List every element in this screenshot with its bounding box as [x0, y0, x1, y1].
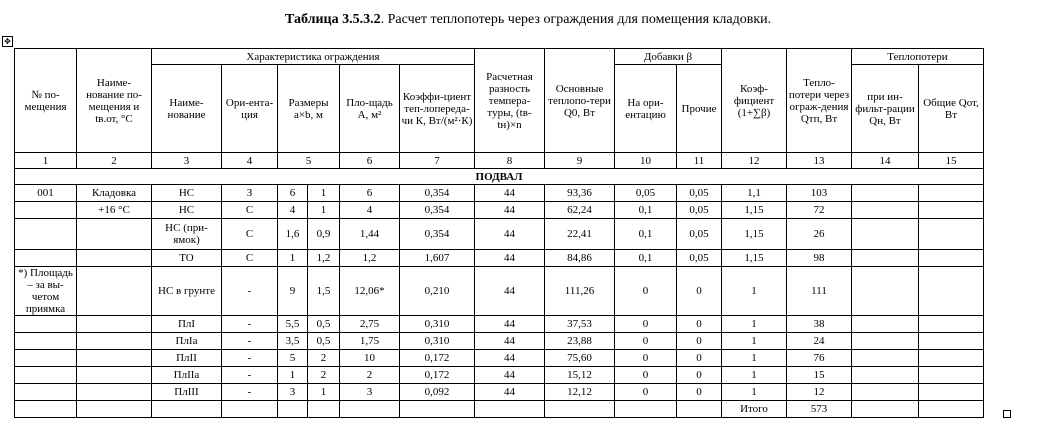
cell-c3: НС: [152, 185, 222, 202]
cell-c15: [919, 333, 984, 350]
cell-a: 6: [278, 185, 308, 202]
cell-c8: 44: [475, 367, 545, 384]
cell-b: 1: [308, 384, 340, 401]
cell-c10: 0: [615, 350, 677, 367]
cell-c12: 1,15: [722, 202, 787, 219]
col-num: 11: [677, 153, 722, 169]
cell-c7: 0,310: [400, 333, 475, 350]
cell-c7: 0,310: [400, 316, 475, 333]
cell-c3: ПлIа: [152, 333, 222, 350]
cell-c11: 0: [677, 367, 722, 384]
col-num: 10: [615, 153, 677, 169]
cell-c12: 1,1: [722, 185, 787, 202]
hdr-additions: Добавки β: [615, 49, 722, 65]
hdr-enclosure-name: Наиме-нование: [152, 65, 222, 153]
cell-c2: Кладовка: [77, 185, 152, 202]
hdr-coef: Коэффи-циент теп-лопереда-чи К, Вт/(м²·К): [400, 65, 475, 153]
cell-c10: 0: [615, 367, 677, 384]
cell-c15: [919, 219, 984, 250]
cell-b: 0,5: [308, 316, 340, 333]
cell-c10: 0: [615, 267, 677, 316]
cell-c13: 76: [787, 350, 852, 367]
cell-c9: 12,12: [545, 384, 615, 401]
cell-c3: ПлI: [152, 316, 222, 333]
cell-c4: -: [222, 384, 278, 401]
hdr-enclosure-loss: Тепло-потери через ограж-дения Qтп, Вт: [787, 49, 852, 153]
cell-c9: 15,12: [545, 367, 615, 384]
cell-c9: 23,88: [545, 333, 615, 350]
cell-c13: 38: [787, 316, 852, 333]
cell-c10: 0,05: [615, 185, 677, 202]
cell-c9: 22,41: [545, 219, 615, 250]
heat-loss-table: [14, 48, 984, 418]
cell-c9: 62,24: [545, 202, 615, 219]
cell-c13: 26: [787, 219, 852, 250]
cell-c1: [15, 367, 77, 384]
col-num: 13: [787, 153, 852, 169]
cell-b: 0,5: [308, 333, 340, 350]
cell-c13: 72: [787, 202, 852, 219]
cell-c12: 1: [722, 267, 787, 316]
cell-a: 1: [278, 250, 308, 267]
cell-c9: 111,26: [545, 267, 615, 316]
cell-c8: 44: [475, 384, 545, 401]
cell-c9: 75,60: [545, 350, 615, 367]
table-row: [15, 202, 984, 219]
cell-a: 1: [278, 367, 308, 384]
cell-c14: [852, 333, 919, 350]
cell-a: 4: [278, 202, 308, 219]
cell-c2: +16 °С: [77, 202, 152, 219]
cell-c2: [77, 250, 152, 267]
col-num: 6: [340, 153, 400, 169]
cell-c4: -: [222, 316, 278, 333]
cell-c6: 4: [340, 202, 400, 219]
table-row: [15, 367, 984, 384]
cell-c11: 0: [677, 267, 722, 316]
cell-c3: ПлIII: [152, 384, 222, 401]
table-row: [15, 350, 984, 367]
cell-c1: 001: [15, 185, 77, 202]
col-num: 5: [278, 153, 340, 169]
cell-c7: 0,172: [400, 367, 475, 384]
cell-c1: [15, 350, 77, 367]
col-num: 8: [475, 153, 545, 169]
cell-c10: 0,1: [615, 219, 677, 250]
cell-c12: 1: [722, 333, 787, 350]
hdr-sizes: Размеры a×b, м: [278, 65, 340, 153]
cell-c4: З: [222, 185, 278, 202]
cell-c9: 84,86: [545, 250, 615, 267]
cell-c3: ТО: [152, 250, 222, 267]
table-row: [15, 384, 984, 401]
cell-c2: [77, 267, 152, 316]
cell-c6: 1,75: [340, 333, 400, 350]
cell-c11: 0,05: [677, 219, 722, 250]
cell-a: 3,5: [278, 333, 308, 350]
cell-c7: 0,092: [400, 384, 475, 401]
cell-c11: 0,05: [677, 250, 722, 267]
cell-c11: 0: [677, 384, 722, 401]
col-num: 3: [152, 153, 222, 169]
cell-c3: ПлIIа: [152, 367, 222, 384]
cell-c14: [852, 384, 919, 401]
col-num: 1: [15, 153, 77, 169]
table-row: [15, 219, 984, 250]
cell-c15: [919, 367, 984, 384]
table-row: [15, 250, 984, 267]
cell-b: 1: [308, 202, 340, 219]
table-row: [15, 333, 984, 350]
table-row: [15, 185, 984, 202]
cell-c12: 1,15: [722, 250, 787, 267]
cell-c14: [852, 316, 919, 333]
cell-c6: 12,06*: [340, 267, 400, 316]
cell-c10: 0: [615, 316, 677, 333]
cell-c1: [15, 333, 77, 350]
cell-c6: 6: [340, 185, 400, 202]
cell-c7: 0,354: [400, 185, 475, 202]
table-title: [0, 12, 1044, 28]
cell-c11: 0: [677, 350, 722, 367]
hdr-room-no: № по-мещения: [15, 49, 77, 153]
cell-b: 2: [308, 367, 340, 384]
col-num: 12: [722, 153, 787, 169]
cell-c7: 0,172: [400, 350, 475, 367]
cell-c6: 1,44: [340, 219, 400, 250]
cell-c14: [852, 250, 919, 267]
cell-c11: 0: [677, 333, 722, 350]
table-row: [15, 316, 984, 333]
cell-c7: 0,354: [400, 219, 475, 250]
cell-c6: 3: [340, 384, 400, 401]
cell-a: 3: [278, 384, 308, 401]
cell-b: 1,2: [308, 250, 340, 267]
col-num: 4: [222, 153, 278, 169]
cell-c15: [919, 350, 984, 367]
cell-c3: ПлII: [152, 350, 222, 367]
cell-c15: [919, 316, 984, 333]
cell-c13: 15: [787, 367, 852, 384]
table-row: [15, 267, 984, 316]
cell-c4: С: [222, 250, 278, 267]
cell-a: 5,5: [278, 316, 308, 333]
cell-c15: [919, 384, 984, 401]
cell-c8: 44: [475, 202, 545, 219]
cell-c4: С: [222, 202, 278, 219]
cell-c4: -: [222, 367, 278, 384]
cell-c7: 0,210: [400, 267, 475, 316]
cell-c2: [77, 333, 152, 350]
cell-c1: *) Площадь – за вы-четом приямка: [15, 267, 77, 316]
section-row: [15, 169, 984, 185]
cell-c14: [852, 267, 919, 316]
total-label: Итого: [722, 401, 787, 418]
col-num: 2: [77, 153, 152, 169]
cell-c4: С: [222, 219, 278, 250]
table-resize-handle-icon[interactable]: [1003, 410, 1011, 418]
cell-c6: 10: [340, 350, 400, 367]
total-value: 573: [787, 401, 852, 418]
cell-c1: [15, 202, 77, 219]
cell-c1: [15, 316, 77, 333]
cell-c13: 12: [787, 384, 852, 401]
cell-c15: [919, 250, 984, 267]
cell-c9: 93,36: [545, 185, 615, 202]
cell-c10: 0: [615, 384, 677, 401]
cell-c6: 1,2: [340, 250, 400, 267]
cell-c11: 0,05: [677, 185, 722, 202]
hdr-factor: Коэф-фициент (1+∑β): [722, 49, 787, 153]
cell-c12: 1: [722, 384, 787, 401]
cell-c8: 44: [475, 185, 545, 202]
cell-c8: 44: [475, 250, 545, 267]
cell-c6: 2: [340, 367, 400, 384]
cell-b: 1: [308, 185, 340, 202]
cell-c11: 0,05: [677, 202, 722, 219]
cell-c6: 2,75: [340, 316, 400, 333]
cell-c4: -: [222, 333, 278, 350]
cell-c12: 1: [722, 350, 787, 367]
hdr-loss-group: Теплопотери: [852, 49, 984, 65]
table-title-number: Таблица 3.5.3.2: [285, 12, 381, 27]
cell-c14: [852, 219, 919, 250]
col-num: 14: [852, 153, 919, 169]
cell-c4: -: [222, 350, 278, 367]
cell-c10: 0: [615, 333, 677, 350]
cell-c3: НС (при-ямок): [152, 219, 222, 250]
hdr-room-name: Наиме-нование по-мещения и tв.от, °С: [77, 49, 152, 153]
cell-c2: [77, 350, 152, 367]
hdr-temp-diff: Расчетная разность темпера-туры, (tв-tн)×n: [475, 49, 545, 153]
hdr-basic-loss: Основные теплопо-тери Q0, Вт: [545, 49, 615, 153]
cell-c13: 111: [787, 267, 852, 316]
cell-c1: [15, 219, 77, 250]
cell-b: 2: [308, 350, 340, 367]
cell-c8: 44: [475, 350, 545, 367]
hdr-enclosure-group: Характеристика ограждения: [152, 49, 475, 65]
cell-c7: 1,607: [400, 250, 475, 267]
col-num: 7: [400, 153, 475, 169]
hdr-orientation: Ори-ента-ция: [222, 65, 278, 153]
col-num: 15: [919, 153, 984, 169]
total-row: [15, 401, 984, 418]
cell-c2: [77, 384, 152, 401]
cell-c10: 0,1: [615, 202, 677, 219]
cell-c8: 44: [475, 333, 545, 350]
hdr-infiltration: при ин-фильт-рации Qн, Вт: [852, 65, 919, 153]
cell-b: 1,5: [308, 267, 340, 316]
cell-c11: 0: [677, 316, 722, 333]
cell-c10: 0,1: [615, 250, 677, 267]
cell-a: 1,6: [278, 219, 308, 250]
cell-c12: 1,15: [722, 219, 787, 250]
cell-c8: 44: [475, 267, 545, 316]
column-number-row: [15, 153, 984, 169]
cell-c14: [852, 185, 919, 202]
cell-c15: [919, 267, 984, 316]
cell-c13: 24: [787, 333, 852, 350]
cell-c4: -: [222, 267, 278, 316]
cell-c9: 37,53: [545, 316, 615, 333]
hdr-add-other: Прочие: [677, 65, 722, 153]
cell-c8: 44: [475, 316, 545, 333]
cell-c1: [15, 384, 77, 401]
col-num: 9: [545, 153, 615, 169]
cell-c14: [852, 350, 919, 367]
cell-c2: [77, 219, 152, 250]
cell-c15: [919, 185, 984, 202]
header-row-1: [15, 49, 984, 65]
cell-c7: 0,354: [400, 202, 475, 219]
cell-c2: [77, 316, 152, 333]
cell-c13: 103: [787, 185, 852, 202]
cell-c14: [852, 367, 919, 384]
cell-c12: 1: [722, 367, 787, 384]
section-title: ПОДВАЛ: [15, 169, 984, 185]
cell-c13: 98: [787, 250, 852, 267]
cell-b: 0,9: [308, 219, 340, 250]
cell-c1: [15, 250, 77, 267]
cell-a: 5: [278, 350, 308, 367]
hdr-add-orient: На ори-ентацию: [615, 65, 677, 153]
cell-c2: [77, 367, 152, 384]
cell-c8: 44: [475, 219, 545, 250]
cell-c3: НС: [152, 202, 222, 219]
cell-c15: [919, 202, 984, 219]
hdr-area: Пло-щадь А, м²: [340, 65, 400, 153]
cell-c12: 1: [722, 316, 787, 333]
cell-c3: НС в грунте: [152, 267, 222, 316]
cell-a: 9: [278, 267, 308, 316]
cell-c14: [852, 202, 919, 219]
table-title-text: . Расчет теплопотерь через ограждения для помещения кладовки.: [380, 12, 772, 27]
table-move-handle-icon[interactable]: ✥: [2, 36, 13, 47]
hdr-total: Общие Qот, Вт: [919, 65, 984, 153]
